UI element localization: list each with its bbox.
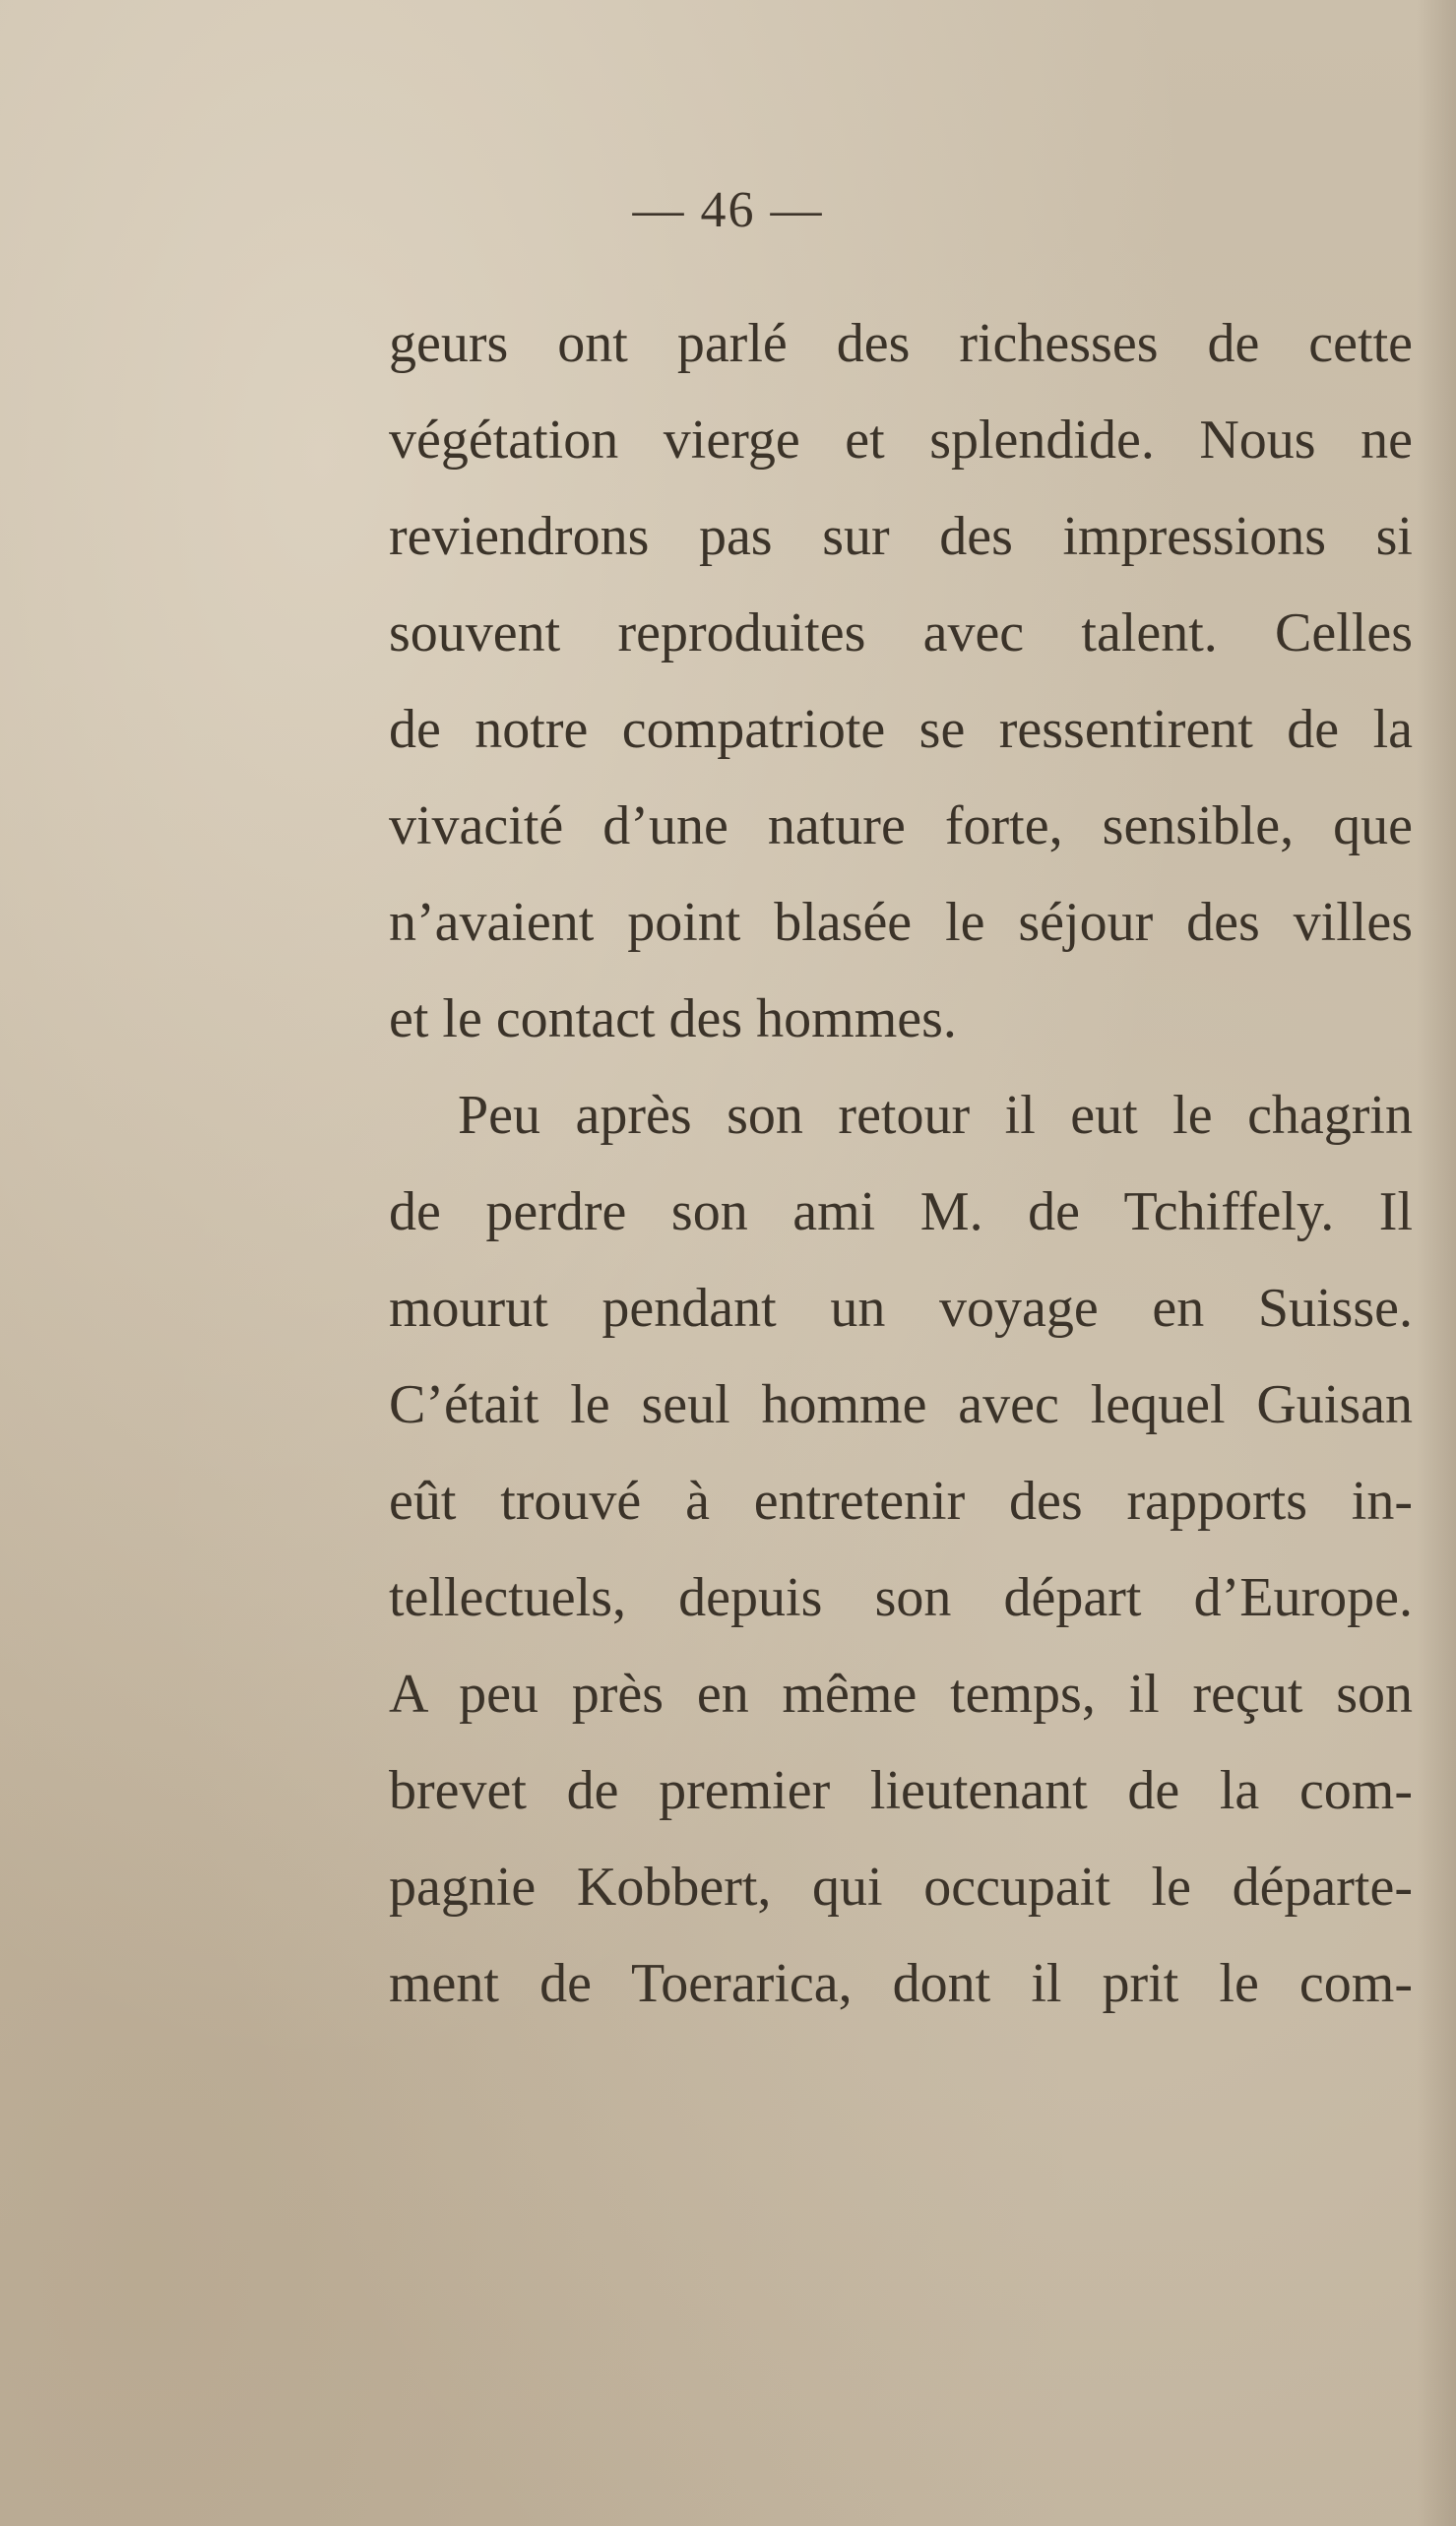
text-line: geurs ont parlé des richesses de cette xyxy=(389,313,1413,374)
text-line: souvent reproduites avec talent. Celles xyxy=(389,602,1413,663)
text-line: C’était le seul homme avec lequel Guisan xyxy=(389,1374,1413,1435)
text-line: de perdre son ami M. de Tchiffely. Il xyxy=(389,1181,1413,1242)
paragraph-1 xyxy=(389,295,1413,1067)
text-line: pagnie Kobbert, qui occupait le départe- xyxy=(389,1857,1413,1918)
text-line: ment de Toerarica, dont il prit le com- xyxy=(389,1953,1413,2014)
page-number: — 46 — xyxy=(632,182,824,238)
text-line: tellectuels, depuis son départ d’Europe. xyxy=(389,1567,1413,1628)
text-line: et le contact des hommes. xyxy=(389,988,957,1049)
text-line: reviendrons pas sur des impressions si xyxy=(389,506,1413,567)
text-line: eût trouvé à entretenir des rapports in- xyxy=(389,1471,1413,1532)
text-line: vivacité d’une nature forte, sensible, que xyxy=(389,795,1413,856)
text-line: de notre compatriote se ressentirent de la xyxy=(389,699,1413,760)
body-text xyxy=(389,295,1413,2032)
page-edge-shadow xyxy=(1417,0,1456,2526)
text-line: Peu après son retour il eut le chagrin xyxy=(458,1085,1413,1146)
text-line: végétation vierge et splendide. Nous ne xyxy=(389,410,1413,471)
paragraph-2 xyxy=(389,1067,1413,2032)
text-line: n’avaient point blasée le séjour des villes xyxy=(389,892,1413,953)
text-line: A peu près en même temps, il reçut son xyxy=(389,1664,1413,1725)
text-line: mourut pendant un voyage en Suisse. xyxy=(389,1278,1413,1339)
text-line: brevet de premier lieutenant de la com- xyxy=(389,1760,1413,1821)
